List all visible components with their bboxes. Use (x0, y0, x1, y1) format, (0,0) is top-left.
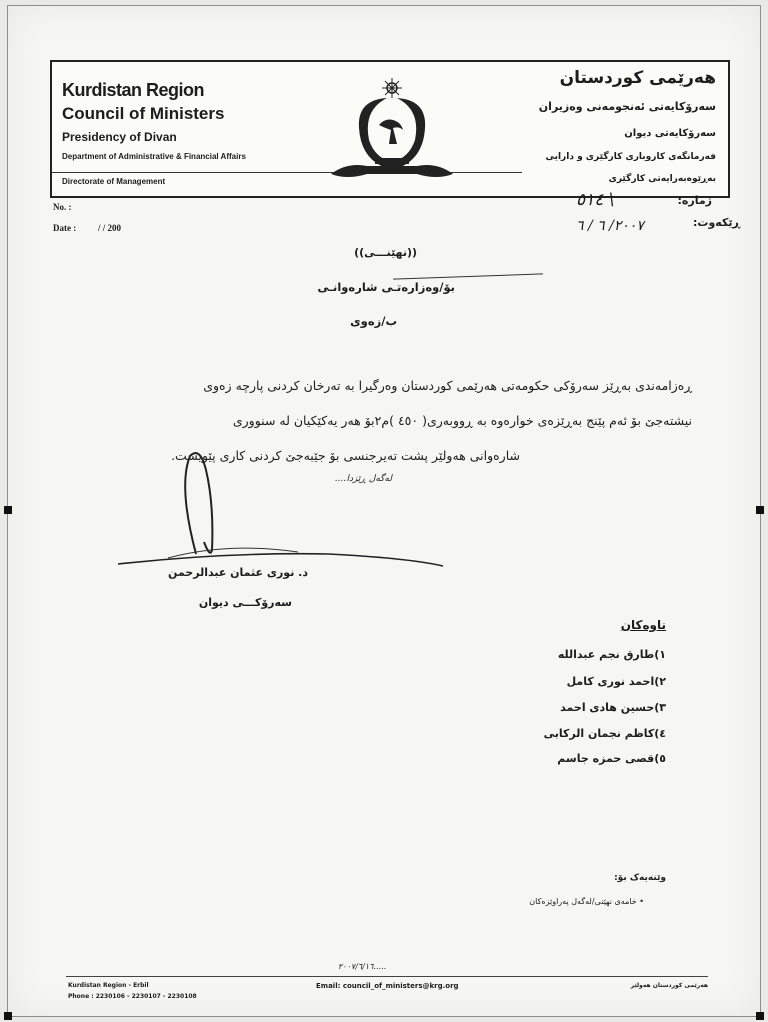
recipient-line: بۆ/وەزارەتـی شارەوانـی (317, 280, 455, 294)
date-value-ku: ٢٠٠٧/ ٦ / ٦ (576, 218, 644, 234)
footer-phone: Phone : 2230106 - 2230107 - 2230108 (68, 993, 197, 1000)
subject-line: ب/زەوی (350, 314, 397, 328)
org-name-ku-line1: هەرێمی کوردستان (559, 68, 716, 88)
org-name-line1: Kurdistan Region (62, 80, 205, 100)
date-value: / / 200 (98, 223, 122, 233)
org-name-ku-line3: سەرۆکایەتی دیوان (624, 128, 716, 139)
scan-corner-mark (756, 1012, 764, 1020)
org-name-ku-line2: سەرۆکایەتی ئەنجومەنی وەزیران (538, 100, 716, 113)
signatory-name: د. نوری عثمان عبدالرحمن (168, 566, 308, 579)
org-name-ku-line4: فەرمانگەی کاروباری کارگێری و دارایی (545, 152, 716, 162)
document-page (7, 5, 761, 1017)
footer-email: Email: council_of_ministers@krg.org (316, 982, 459, 990)
list-item: ١)طارق نجم عبدالله (557, 648, 666, 661)
greeting: لەگەل ڕێزدا.... (335, 474, 392, 484)
body-line-2: نیشتەجێ بۆ ئەم پێنج بەڕێزەی خوارەوە بە ڕووبەری( ٤٥٠ )م٢بۆ هەر یەکێکیان لە سنووری (232, 413, 692, 428)
list-item: ٢)احمد نوری کامل (566, 675, 666, 688)
list-item: • خامەی نهێنی/لەگەل پەراوێزەکان (529, 897, 644, 906)
org-name-line3: Presidency of Divan (62, 130, 177, 144)
body-line-1: ڕەزامەندی بەڕێز سەرۆکی حکومەتی هەرێمی کوردستان وەرگیرا بە تەرخان کردنی پارچە زەوی (203, 378, 692, 393)
kurdistan-emblem-icon (327, 70, 457, 188)
number-value: ٥١٤ \ (576, 190, 615, 210)
date-label-ku: ڕێکەوت: (693, 216, 740, 229)
list-item: ٥)قصی حمزه جاسم (557, 752, 666, 765)
scan-corner-mark (4, 506, 12, 514)
footer-divider (66, 976, 708, 977)
names-heading: ناوەکان (620, 618, 666, 632)
number-label: No. : (53, 202, 72, 212)
org-name-line2: Council of Ministers (62, 104, 225, 123)
letterhead (50, 60, 730, 198)
handwritten-strike-line (393, 273, 543, 279)
list-item: ٤)کاظم نجمان الرکابی (543, 727, 666, 740)
list-item: ٣)حسین هادی احمد (560, 701, 666, 714)
classification-label: ((نهێنـــی)) (354, 246, 417, 259)
scan-corner-mark (756, 506, 764, 514)
body-line-3: شارەوانی هەولێر پشت تەیرجنسی بۆ جێبەجێ کردنی کاری پێویست. (171, 448, 520, 463)
footer-stamp-date: ٢٠٠٧/٦/١٦..... (338, 962, 387, 971)
date-label: Date : (53, 223, 77, 233)
number-label-ku: ژمارە: (677, 194, 712, 207)
scan-corner-mark (4, 1012, 12, 1020)
org-name-ku-line5: بەڕێوەبەرایەتی کارگێری (608, 174, 716, 184)
signature-icon (108, 446, 448, 576)
org-name-line4: Department of Administrative & Financial Affairs (62, 152, 246, 161)
footer-address-ku: هەرێمی کوردستان هەولێر (630, 982, 708, 989)
copies-heading: وێنەیەک بۆ: (614, 873, 666, 883)
signatory-title: سەرۆکـــی دیوان (198, 596, 292, 609)
footer-city: Kurdistan Region - Erbil (68, 982, 149, 989)
org-name-line5: Directorate of Management (62, 177, 166, 186)
